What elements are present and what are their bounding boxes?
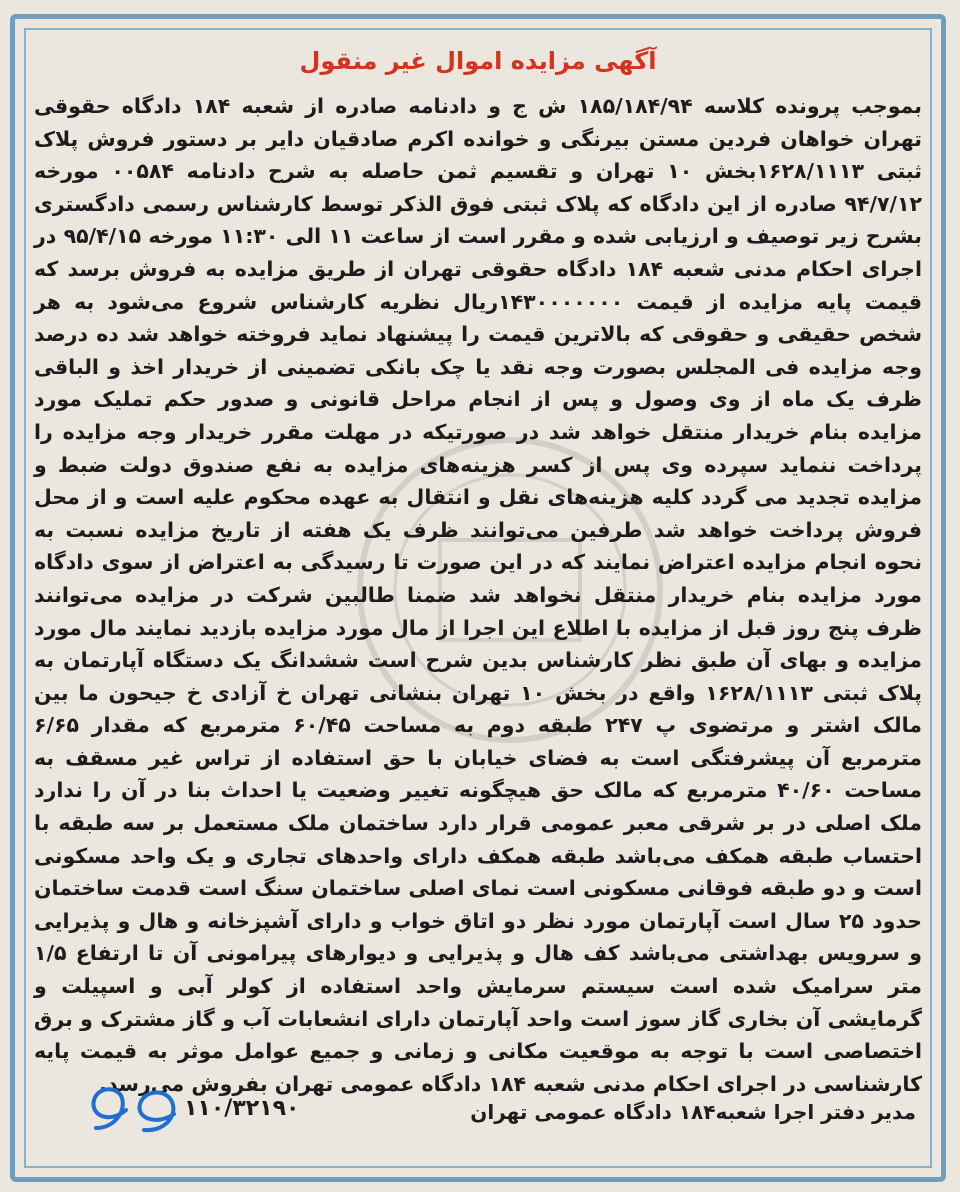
notice-footer [34, 1094, 922, 1150]
notice-title: آگهی مزایده اموال غیر منقول [299, 47, 657, 75]
handwritten-mark [74, 1066, 204, 1136]
document-number: ۱۱۰/۳۲۱۹۰ [184, 1096, 300, 1121]
notice-body: بموجب پرونده کلاسه ۱۸۵/۱۸۴/۹۴ ش ج و دادنامه صادره از شعبه ۱۸۴ دادگاه حقوقی تهران خواهان فردین مستن بیرنگی و خوانده اکرم صادقیان دایر بر دستور فروش پلاک ثبتی ۱۶۲۸/۱۱۱۳بخش ۱۰ تهران و تقسیم ثمن حاصله به شرح دادنامه ۰۰۵۸۴ مورخه ۹۴/۷/۱۲ صادره از این دادگاه که پلاک ثبتی فوق الذکر توسط کارشناس رسمی دادگستری بشرح زیر توصیف و ارزیابی شده و مقرر است از ساعت ۱۱ الی ۱۱:۳۰ مورخه ۹۵/۴/۱۵ در اجرای احکام مدنی شعبه ۱۸۴ دادگاه حقوقی تهران از طریق مزایده به فروش برسد که قیمت پایه مزایده از قیمت ۱۴۳۰۰۰۰۰۰۰ریال نظریه کارشناس شروع می‌شود به هر شخص حقیقی و حقوقی که بالاترین قیمت را پیشنهاد نماید فروخته خواهد شد ده درصد وجه مزایده فی المجلس بصورت وجه نقد یا چک بانکی تضمینی از خریدار اخذ و الباقی ظرف یک ماه از وی وصول و پس از انجام مراحل قانونی و صدور حکم تملیک مورد مزایده بنام خریدار منتقل خواهد شد در صورتیکه در مهلت مقرر خریدار وجه مزایده را پرداخت ننماید سپرده وی پس از کسر هزینه‌های مزایده به نفع صندوق دولت ضبط و مزایده تجدید می گردد کلیه هزینه‌های نقل و انتقال به عهده محکوم علیه است و از محل فروش پرداخت خواهد شد طرفین می‌توانند ظرف یک هفته از تاریخ مزایده نسبت به نحوه انجام مزایده اعتراض نمایند که در این صورت تا رسیدگی به اعتراض از سوی دادگاه مورد مزایده بنام خریدار منتقل نخواهد شد ضمنا طالبین شرکت در مزایده می‌توانند ظرف پنج روز قبل از مزایده با اطلاع این اجرا از مال مورد مزایده بازدید نمایند مال مورد مزایده و بهای آن طبق نظر کارشناس بدین شرح است ششدانگ یک دستگاه آپارتمان به پلاک ثبتی ۱۶۲۸/۱۱۱۳ واقع در بخش ۱۰ تهران بنشانی تهران خ آزادی خ جیحون ما بین مالک اشتر و مرتضوی پ ۲۴۷ طبقه دوم به مساحت ۶۰/۴۵ مترمربع که مقدار ۶/۶۵ مترمربع آن پیشرفتگی است به فضای خیابان با حق استفاده از تراس غیر مسقف به مساحت ۴۰/۶۰ مترمربع که مالک حق هیچگونه تغییر وضعیت یا احداث بنا در آن را ندارد ملک اصلی در بر شرقی معبر عمومی قرار دارد ساختمان ملک مستعمل بر سه طبقه با احتساب طبقه همکف می‌باشد طبقه همکف دارای واحدهای تجاری و یک واحد مسکونی است و دو طبقه فوقانی مسکونی است نمای اصلی ساختمان سنگ است قدمت ساختمان حدود ۲۵ سال است آپارتمان مورد نظر دو اتاق خواب و دارای آشپزخانه و هال و پذیرایی و سرویس بهداشتی می‌باشد کف هال و پذیرایی و دیوارهای پیرامونی آن تا ارتفاع ۱/۵ متر سرامیک شده است سیستم سرمایش واحد استفاده از کولر آبی و اسپیلت و گرمایشی آن بخاری گاز سوز است واحد آپارتمان دارای انشعابات آب و گاز مشترک و برق اختصاصی است با توجه به موقعیت مکانی و زمانی و جمیع عوامل موثر به قیمت پایه کارشناسی در اجرای احکام مدنی شعبه ۱۸۴ دادگاه عمومی تهران بفروش می‌رسد. [34, 94, 923, 1096]
office-signature: مدیر دفتر اجرا شعبه۱۸۴ دادگاه عمومی تهران [470, 1100, 916, 1124]
notice-content [34, 38, 922, 1158]
